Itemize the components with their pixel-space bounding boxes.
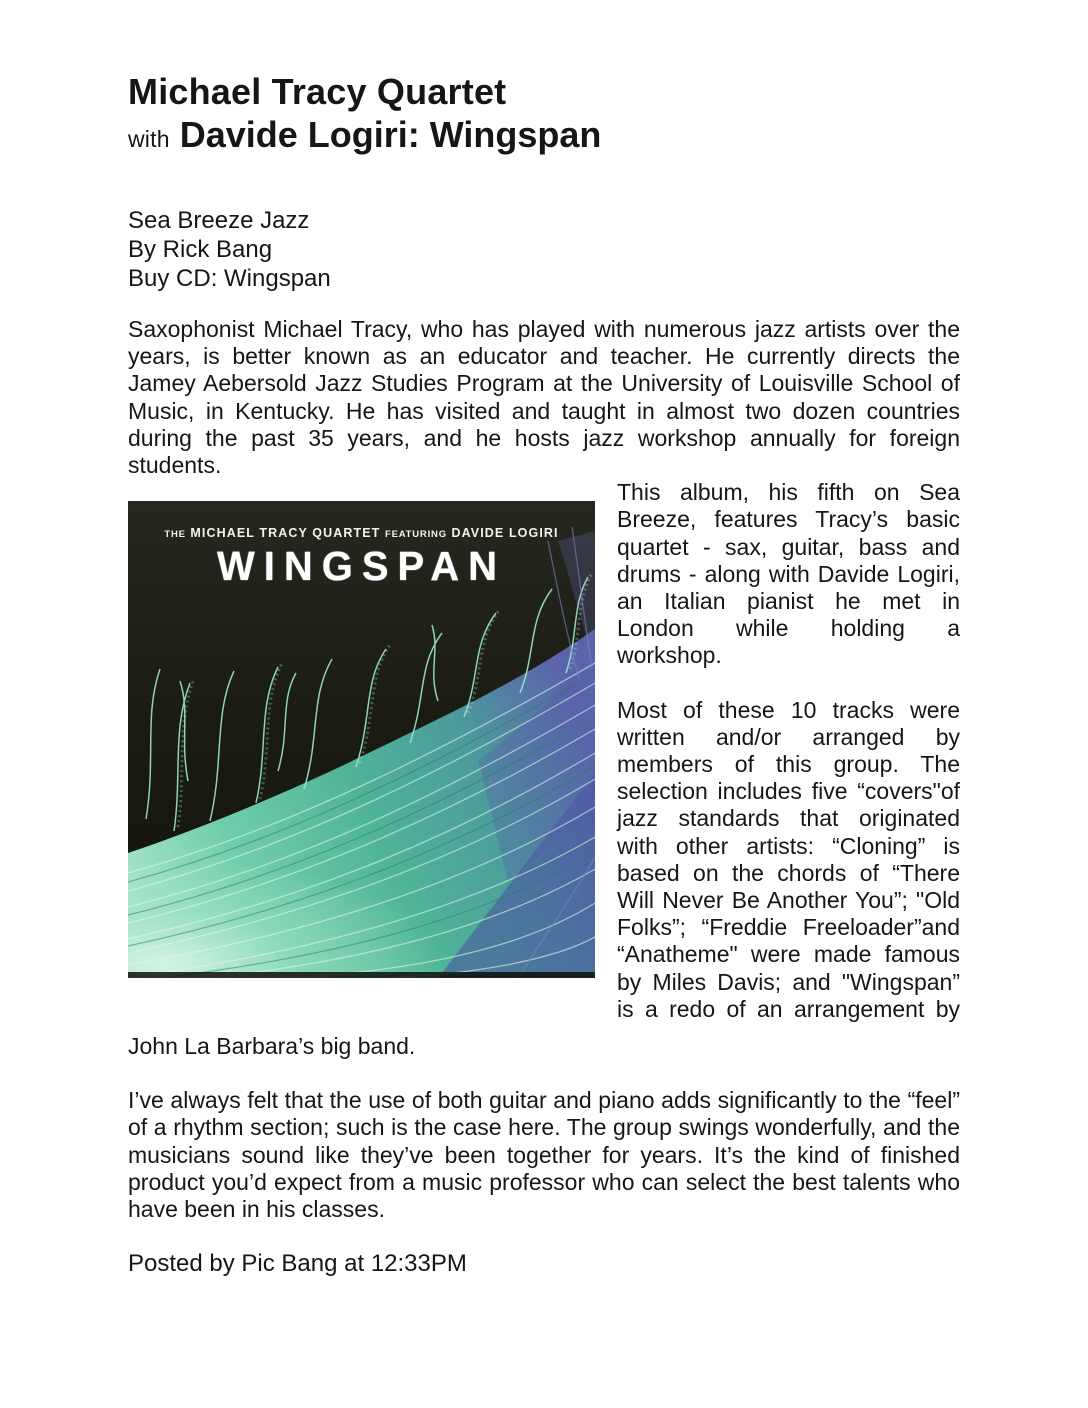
- byline-block: [128, 206, 960, 293]
- cover-caption-artist: DAVIDE LOGIRI: [451, 526, 559, 541]
- paragraph-intro: Saxophonist Michael Tracy, who has played with numerous jazz artists over the years, is better known as an educator and teacher. He currently directs the Jamey Aebersold Jazz Studies Program at the University of Louisville School of Music, in Kentucky. He has visited and taught in almost two dozen countries during the past 35 years, and he hosts jazz workshop annually for foreign students.: [128, 316, 960, 479]
- cover-title: WINGSPAN: [216, 544, 507, 590]
- cover-caption-the: THE: [164, 529, 186, 541]
- paragraph-tracks-continuation: John La Barbara’s big band.: [128, 1033, 416, 1060]
- album-cover: [128, 501, 595, 978]
- posted-line: Posted by Pic Bang at 12:33PM: [128, 1250, 467, 1278]
- subtitle-main: Davide Logiri: Wingspan: [179, 114, 602, 155]
- byline-buy-cd: Buy CD: Wingspan: [128, 265, 331, 292]
- byline-publication: Sea Breeze Jazz: [128, 207, 310, 234]
- cover-caption: [128, 526, 595, 540]
- paragraph-tracks: Most of these 10 tracks were written and/or arranged by members of this group. The selection includes five “covers"of jazz standards that originated with other artists: “Cloning” is based on the chords of “There Will Never Be Another You”; "Old Folks”; “Freddie Freeloader”and “Anatheme" were made famous by Miles Davis; and "Wingspan” is a redo of an arrangement by: [617, 696, 960, 1022]
- byline-author: By Rick Bang: [128, 236, 273, 263]
- paragraph-closing: I’ve always felt that the use of both guitar and piano adds significantly to the “feel” of a rhythm section; such is the case here. The group swings wonderfully, and the musicians sound like they’ve been together for years. It’s the kind of finished product you’d expect from a music professor who can select the best talents who have been in his classes.: [128, 1087, 960, 1223]
- page-title: Michael Tracy Quartet: [128, 71, 507, 112]
- article-header: [128, 70, 960, 161]
- wrapped-text-column: [617, 479, 960, 1023]
- page-subtitle: [128, 113, 960, 161]
- cover-and-column-row: [128, 479, 960, 1023]
- paragraph-album-overview: This album, his fifth on Sea Breeze, features Tracy’s basic quartet - sax, guitar, bass and drums - along with Davide Logiri, an Italian pianist he met in London while holding a workshop.: [617, 479, 960, 669]
- cover-caption-featuring: FEATURING: [384, 529, 447, 541]
- subtitle-with-word: with: [128, 126, 170, 152]
- cover-caption-band: MICHAEL TRACY QUARTET: [190, 526, 381, 541]
